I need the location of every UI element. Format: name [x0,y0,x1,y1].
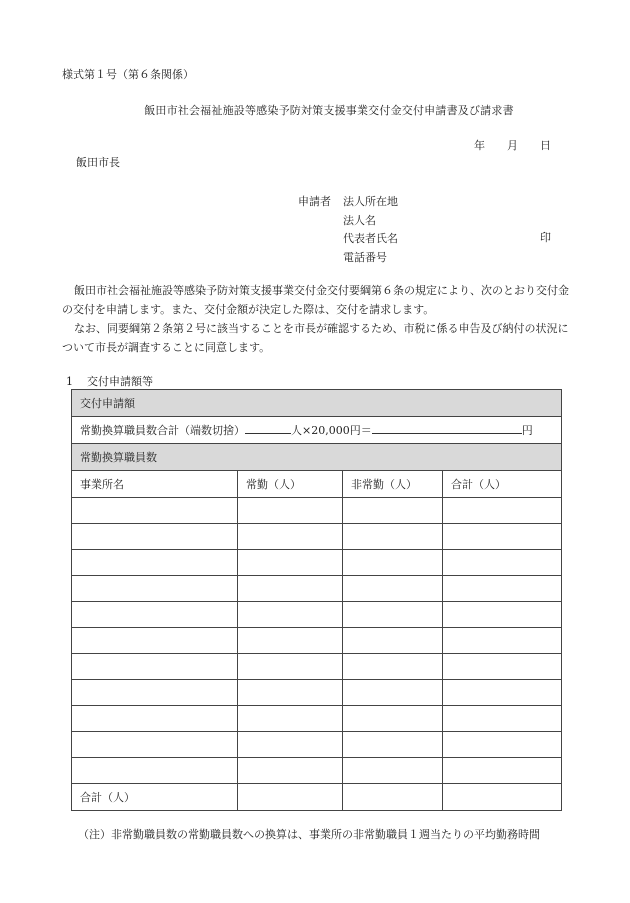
table-row [72,680,562,706]
fulltime-cell[interactable] [238,576,343,602]
applicant-address-label: 法人所在地 [343,195,398,208]
section-title: 交付申請額等 [87,375,153,388]
total-cell[interactable] [443,602,562,628]
date-day: 日 [540,139,551,152]
parttime-cell[interactable] [343,680,443,706]
total-cell[interactable] [443,732,562,758]
total-cell[interactable] [443,628,562,654]
amount-label: 常勤換算職員数合計（端数切捨） [80,424,245,437]
table-row [72,758,562,784]
staff-total-blank[interactable] [245,422,291,434]
col-fulltime: 常勤（人） [238,471,343,498]
facility-name-cell[interactable] [72,576,238,602]
facility-name-cell[interactable] [72,654,238,680]
date-year: 年 [474,139,485,152]
total-row [72,784,562,811]
fulltime-cell[interactable] [238,524,343,550]
applicant-label: 申請者 [298,195,331,208]
facility-name-cell[interactable] [72,628,238,654]
section-heading [66,373,153,389]
fulltime-cell[interactable] [238,732,343,758]
total-cell[interactable] [443,706,562,732]
table-row [72,550,562,576]
consent-paragraph: なお、同要綱第２条第２号に該当することを市長が確認するため、市税に係る申告及び納付の状況について市長が調査することに同意します。 [62,322,569,354]
parttime-cell[interactable] [343,602,443,628]
parttime-cell[interactable] [343,498,443,524]
fulltime-cell[interactable] [238,628,343,654]
amount-people-unit: 人×20,000円＝ [291,424,372,437]
application-table [71,389,562,811]
total-cell[interactable] [443,758,562,784]
section-number: 1 [66,375,73,388]
table-row [72,732,562,758]
fulltime-cell[interactable] [238,654,343,680]
col-parttime: 非常勤（人） [343,471,443,498]
amount-yen-unit: 円 [521,424,533,437]
seal-mark: 印 [540,231,551,244]
total-cell[interactable] [443,680,562,706]
date-line [474,137,551,153]
parttime-cell[interactable] [343,550,443,576]
total-cell[interactable] [443,576,562,602]
total-cell[interactable] [443,654,562,680]
fulltime-cell[interactable] [238,550,343,576]
fulltime-cell[interactable] [238,680,343,706]
table-row [72,524,562,550]
total-cell[interactable] [443,550,562,576]
table-row [72,706,562,732]
table-row [72,576,562,602]
fulltime-cell[interactable] [238,758,343,784]
facility-name-cell[interactable] [72,550,238,576]
applicant-corp-name-label: 法人名 [343,213,376,227]
amount-header: 交付申請額 [72,390,562,417]
facility-name-cell[interactable] [72,524,238,550]
amount-yen-blank[interactable] [372,422,522,434]
parttime-cell[interactable] [343,758,443,784]
fulltime-cell[interactable] [238,498,343,524]
parttime-cell[interactable] [343,628,443,654]
applicant-fields [343,193,398,267]
column-header-row [72,471,562,498]
date-month: 月 [507,139,518,152]
parttime-cell[interactable] [343,524,443,550]
col-facility-name: 事業所名 [72,471,238,498]
facility-name-cell[interactable] [72,732,238,758]
table-row [72,602,562,628]
total-label: 合計（人） [72,784,238,811]
parttime-cell[interactable] [343,654,443,680]
application-paragraph: 飯田市社会福祉施設等感染予防対策支援事業交付金交付要綱第６条の規定により、次のとおり交付金の交付を申請します。また、交付金額が決定した際は、交付を請求します。 [62,284,569,316]
col-total: 合計（人） [443,471,562,498]
total-sum-cell[interactable] [443,784,562,811]
fulltime-cell[interactable] [238,706,343,732]
parttime-cell[interactable] [343,732,443,758]
parttime-cell[interactable] [343,576,443,602]
amount-line [72,417,562,444]
form-number: 様式第１号（第６条関係） [62,68,194,81]
document-title: 飯田市社会福祉施設等感染予防対策支援事業交付金交付申請書及び請求書 [144,104,514,117]
facility-name-cell[interactable] [72,602,238,628]
total-fulltime-cell[interactable] [238,784,343,811]
facility-name-cell[interactable] [72,498,238,524]
table-row [72,628,562,654]
addressee: 飯田市長 [76,156,120,169]
fulltime-cell[interactable] [238,602,343,628]
table-row [72,498,562,524]
facility-name-cell[interactable] [72,706,238,732]
applicant-phone-label: 電話番号 [343,250,387,264]
total-cell[interactable] [443,524,562,550]
applicant-representative-label: 代表者氏名 [343,232,398,245]
facility-name-cell[interactable] [72,680,238,706]
parttime-cell[interactable] [343,706,443,732]
footnote: （注）非常勤職員数の常勤職員数への換算は、事業所の非常勤職員１週当たりの平均勤務時間 [78,828,540,841]
total-parttime-cell[interactable] [343,784,443,811]
total-cell[interactable] [443,498,562,524]
table-row [72,654,562,680]
staff-header: 常勤換算職員数 [72,444,562,471]
facility-name-cell[interactable] [72,758,238,784]
